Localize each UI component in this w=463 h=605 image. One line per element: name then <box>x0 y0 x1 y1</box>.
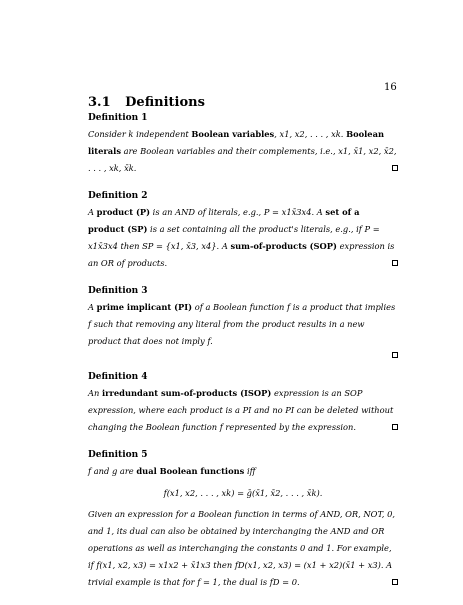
definition-body <box>88 385 398 436</box>
definition-text: are Boolean variables and their complements, i.e., x1, x̄1, x2, x̄2, . . . , xk, x̄k. <box>88 146 397 173</box>
definition-title: Definition 3 <box>88 286 148 296</box>
definition-text: is a set containing all the product's literals, e.g., if P = x1x̄3x4 then SP = {x1, x̄3, x4}. A <box>88 224 380 251</box>
section-number: 3.1 <box>88 95 111 110</box>
end-of-definition-icon <box>392 260 398 266</box>
defined-term: irredundant sum-of-products (ISOP) <box>101 388 272 398</box>
definitions-list <box>88 109 398 605</box>
defined-term: sum-of-products (SOP) <box>230 241 337 251</box>
definition-title: Definition 5 <box>88 450 148 460</box>
definition-text: iff <box>244 466 256 476</box>
defined-term: set of a product (SP) <box>88 207 360 234</box>
section-title: Definitions <box>125 95 205 110</box>
definition-body <box>88 204 398 272</box>
definition-text: Consider k independent <box>88 129 192 139</box>
definition-text: Given an expression for a Boolean function in terms of AND, OR, NOT, 0, and 1, its dual can also be obtained by interchanging the AND and OR operations as well as interchanging the constants 0 and 1. For example, if f(x1, x2, x3) = x1x2 + x̄1x3 then fD(x1, x2, x3) = (x1 + x2)(x̄1 + x3). A trivial example is that for f = 1, the dual is fD = 0. <box>88 509 395 587</box>
end-of-definition-icon <box>392 165 398 171</box>
definition-text: expression is an OR of products. <box>88 241 395 268</box>
definition-3 <box>88 286 398 358</box>
definition-continuation <box>88 506 398 591</box>
end-of-definition-icon <box>392 579 398 585</box>
defined-term: product (P) <box>96 207 151 217</box>
definition-5 <box>88 450 398 591</box>
definition-body <box>88 126 398 177</box>
defined-term: Boolean literals <box>88 129 384 156</box>
page-number: 16 <box>384 82 397 93</box>
definition-body <box>88 299 398 358</box>
definition-1 <box>88 113 398 177</box>
definition-body <box>88 463 398 480</box>
definition-title: Definition 4 <box>88 372 148 382</box>
definition-text: expression is an SOP expression, where each product is a PI and no PI can be deleted without changing the Boolean function f represented by the expression. <box>88 388 394 432</box>
definition-title: Definition 2 <box>88 191 148 201</box>
definition-text: An <box>88 388 102 398</box>
definition-4 <box>88 372 398 436</box>
defined-term: prime implicant (PI) <box>96 302 193 312</box>
definition-text: A <box>88 207 97 217</box>
defined-term: dual Boolean functions <box>136 466 245 476</box>
definition-text: A <box>88 302 97 312</box>
display-equation: f(x1, x2, . . . , xk) = ḡ(x̄1, x̄2, . . . , x̄k). <box>163 488 323 498</box>
definition-text: , x1, x2, . . . , xk. <box>274 129 347 139</box>
end-of-definition-icon <box>392 424 398 430</box>
definition-text: f and g are <box>88 466 137 476</box>
definition-text: is an AND of literals, e.g., P = x1x̄3x4. A <box>150 207 326 217</box>
definition-title: Definition 1 <box>88 113 148 123</box>
end-of-definition-icon <box>392 352 398 358</box>
section-heading <box>88 95 205 110</box>
defined-term: Boolean variables <box>191 129 275 139</box>
definition-2 <box>88 191 398 272</box>
definition-text: of a Boolean function f is a product that implies f such that removing any literal from the product results in a new product that does not imply f. <box>88 302 396 346</box>
